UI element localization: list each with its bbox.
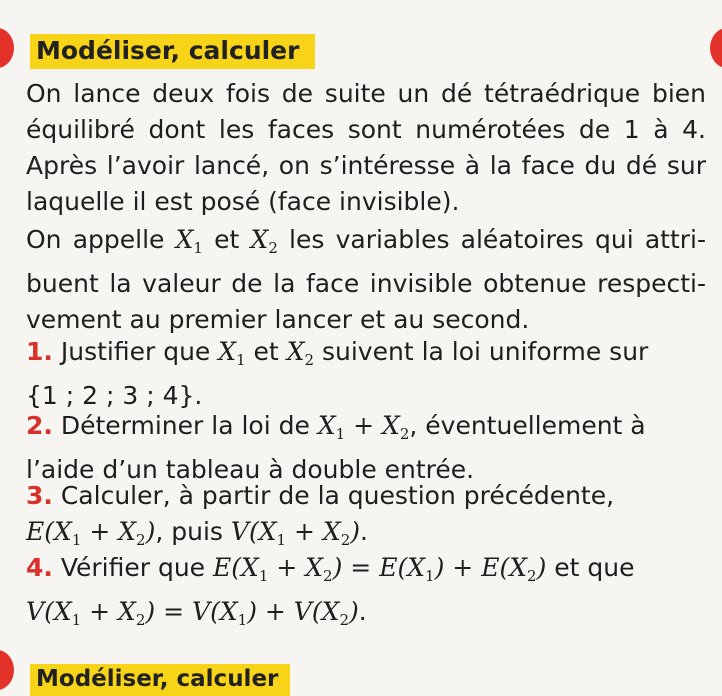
definition-paragraph: On appelle $X_1$ et $X_2$ les variables aléatoires qui attri-buent la valeur de la face invisible obtenue respecti-vement au premier lancer et au second. xyxy=(26,225,706,334)
red-tab-bottom-left xyxy=(0,650,14,690)
sum-x1-x2: $X_1 + X_2$ xyxy=(317,411,410,443)
next-section-heading: Modéliser, calculer xyxy=(30,664,290,696)
section-heading: Modéliser, calculer xyxy=(30,34,315,69)
question-2: 2. Déterminer la loi de $X_1 + X_2$, éventuellement à l’aide d’un tableau à double entrée. xyxy=(26,411,646,484)
support-set: {1 ; 2 ; 3 ; 4}. xyxy=(26,381,203,410)
var-x1: $X_1$ xyxy=(218,337,246,369)
question-1: 1. Justifier que $X_1$ et $X_2$ suivent la loi uniforme sur {1 ; 2 ; 3 ; 4}. xyxy=(26,337,649,410)
question-4: 4. Vérifier que $E(X_1 + X_2) = E(X_1) + E(X_2)$ et que $V(X_1 + X_2) = V(X_1) + V(X_2)$. xyxy=(26,553,635,629)
variance-identity: $V(X_1 + X_2) = V(X_1) + V(X_2)$ xyxy=(26,597,359,629)
var-x1: $X_1$ xyxy=(175,225,203,257)
expectation-sum: $E(X_1 + X_2)$ xyxy=(26,517,156,549)
var-x2: $X_2$ xyxy=(286,337,315,369)
red-tab-right xyxy=(710,28,722,68)
intro-paragraph: On lance deux fois de suite un dé tétraédrique bien équilibré dont les faces sont numérotées de 1 à 4. Après l’avoir lancé, on s’intéresse à la face du dé sur laquelle il est posé (face invisible). xyxy=(26,79,706,216)
expectation-identity: $E(X_1 + X_2) = E(X_1) + E(X_2)$ xyxy=(213,553,547,585)
red-tab-left xyxy=(0,28,14,68)
var-x2: $X_2$ xyxy=(250,225,278,257)
question-3: 3. Calculer, à partir de la question précédente, $E(X_1 + X_2)$, puis $V(X_1 + X_2)$. xyxy=(26,481,615,549)
variance-sum: $V(X_1 + X_2)$ xyxy=(230,517,361,549)
